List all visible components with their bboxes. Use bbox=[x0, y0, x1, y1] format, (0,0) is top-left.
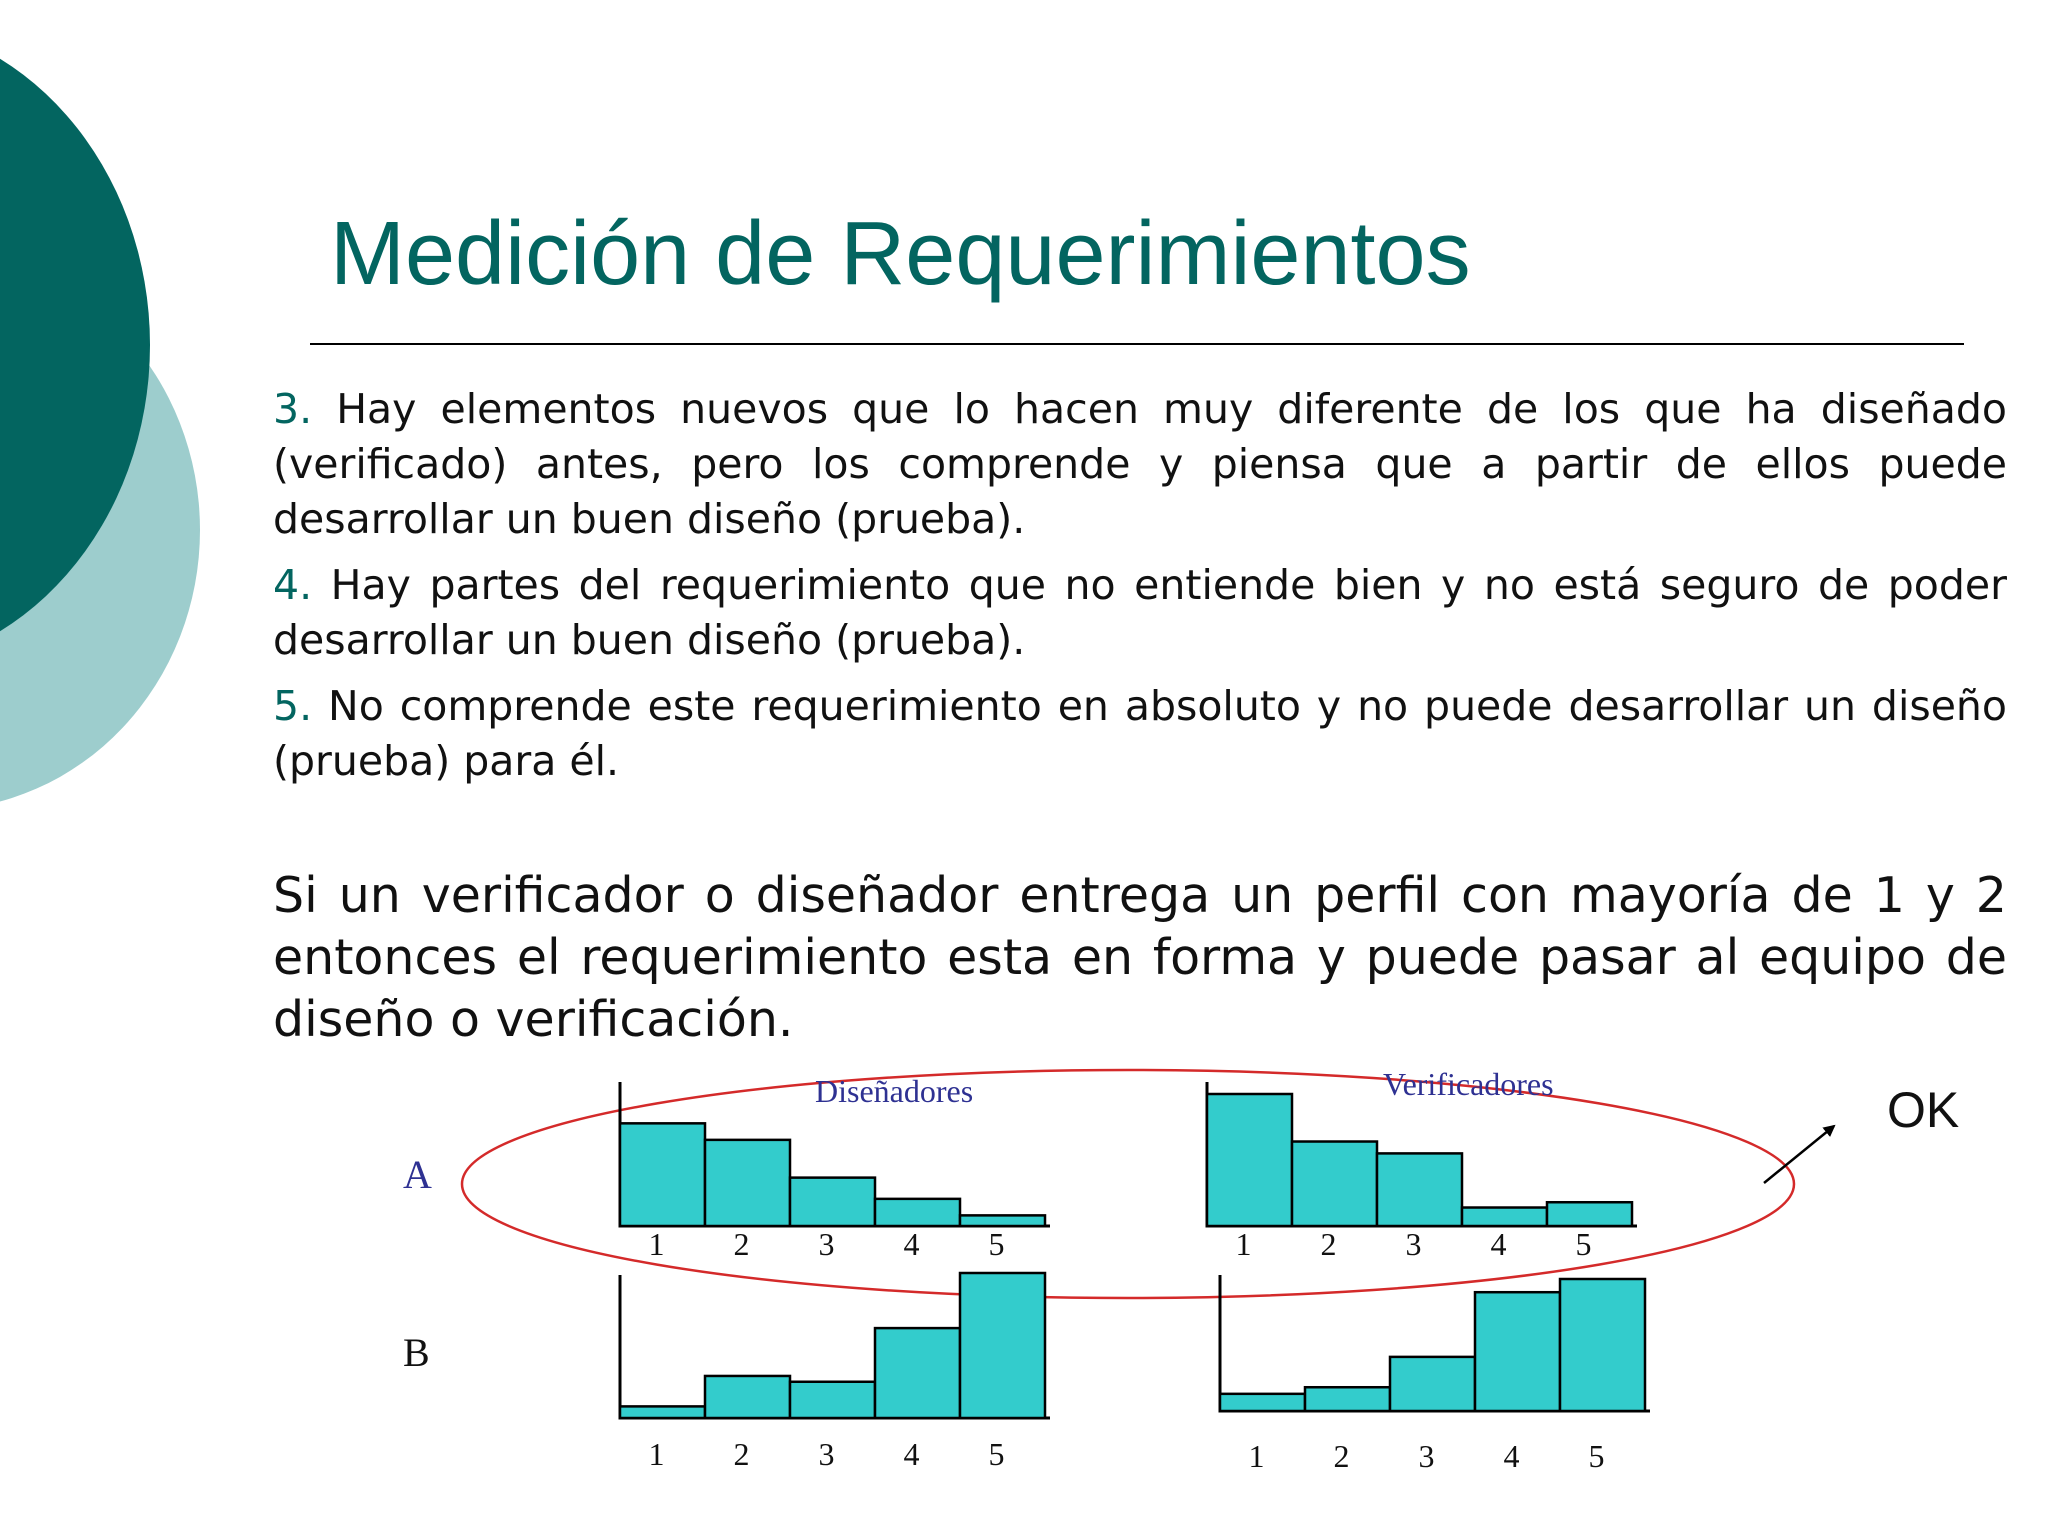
tick-label: 4 bbox=[903, 1226, 920, 1262]
bar-chart-designers-b bbox=[620, 1273, 1050, 1472]
tick-label: 5 bbox=[1575, 1226, 1592, 1262]
tick-label: 3 bbox=[818, 1226, 835, 1262]
conclusion-text: Si un verificador o diseñador entrega un perfil con mayoría de 1 y 2 entonces el requerimiento esta en forma y puede pasar al equipo de diseño o verificación. bbox=[273, 867, 2007, 1048]
bar bbox=[790, 1382, 875, 1418]
ok-arrow bbox=[1764, 1126, 1834, 1183]
tick-label: 1 bbox=[648, 1226, 665, 1262]
tick-label: 4 bbox=[903, 1436, 920, 1472]
row-label-b: B bbox=[403, 1330, 430, 1375]
bar bbox=[1220, 1394, 1305, 1411]
tick-label: 3 bbox=[818, 1436, 835, 1472]
tick-label: 1 bbox=[1235, 1226, 1252, 1262]
bar bbox=[960, 1273, 1045, 1418]
tick-label: 2 bbox=[1320, 1226, 1337, 1262]
tick-label: 4 bbox=[1490, 1226, 1507, 1262]
bar bbox=[705, 1140, 790, 1226]
tick-label: 2 bbox=[733, 1436, 750, 1472]
row-label-a: A bbox=[403, 1152, 432, 1197]
tick-label: 1 bbox=[1248, 1438, 1265, 1474]
bar bbox=[790, 1178, 875, 1226]
tick-label: 2 bbox=[733, 1226, 750, 1262]
tick-label: 3 bbox=[1405, 1226, 1422, 1262]
scale-text: No comprende este requerimiento en absoluto y no puede desarrollar un diseño (prueba) para él. bbox=[273, 682, 2007, 785]
bar-chart-designers-a bbox=[620, 1082, 1050, 1262]
bar bbox=[1390, 1357, 1475, 1411]
bar bbox=[1475, 1292, 1560, 1411]
bar bbox=[960, 1215, 1045, 1226]
bar bbox=[1560, 1279, 1645, 1411]
group-label-designers: Diseñadores bbox=[815, 1073, 974, 1109]
bar bbox=[1305, 1387, 1390, 1411]
tick-label: 5 bbox=[988, 1436, 1005, 1472]
ok-label: OK bbox=[1887, 1082, 1960, 1138]
bar bbox=[1377, 1153, 1462, 1226]
scale-text: Hay elementos nuevos que lo hacen muy diferente de los que ha diseñado (verificado) antes, pero los comprende y piensa que a partir de ellos puede desarrollar un buen diseño (prueba). bbox=[273, 385, 2007, 543]
tick-label: 2 bbox=[1333, 1438, 1350, 1474]
scale-number: 4. bbox=[273, 561, 313, 609]
bar bbox=[705, 1376, 790, 1418]
scale-number: 3. bbox=[273, 385, 313, 433]
tick-label: 3 bbox=[1418, 1438, 1435, 1474]
slide-title: Medición de Requerimientos bbox=[330, 204, 1471, 304]
bar bbox=[1462, 1208, 1547, 1226]
tick-label: 5 bbox=[988, 1226, 1005, 1262]
bar-chart-verifiers-b bbox=[1220, 1275, 1650, 1474]
scale-text: Hay partes del requerimiento que no entiende bien y no está seguro de poder desarrollar un buen diseño (prueba). bbox=[273, 561, 2007, 664]
group-label-verifiers: Verificadores bbox=[1383, 1066, 1554, 1102]
bar bbox=[1292, 1142, 1377, 1226]
bar bbox=[1547, 1202, 1632, 1226]
tick-label: 5 bbox=[1588, 1438, 1605, 1474]
bar-chart-verifiers-a bbox=[1207, 1082, 1637, 1262]
tick-label: 4 bbox=[1503, 1438, 1520, 1474]
bar bbox=[875, 1199, 960, 1226]
scale-number: 5. bbox=[273, 682, 313, 730]
tick-label: 1 bbox=[648, 1436, 665, 1472]
bar bbox=[1207, 1094, 1292, 1226]
bar bbox=[620, 1123, 705, 1226]
bar bbox=[875, 1328, 960, 1418]
bar bbox=[620, 1406, 705, 1418]
